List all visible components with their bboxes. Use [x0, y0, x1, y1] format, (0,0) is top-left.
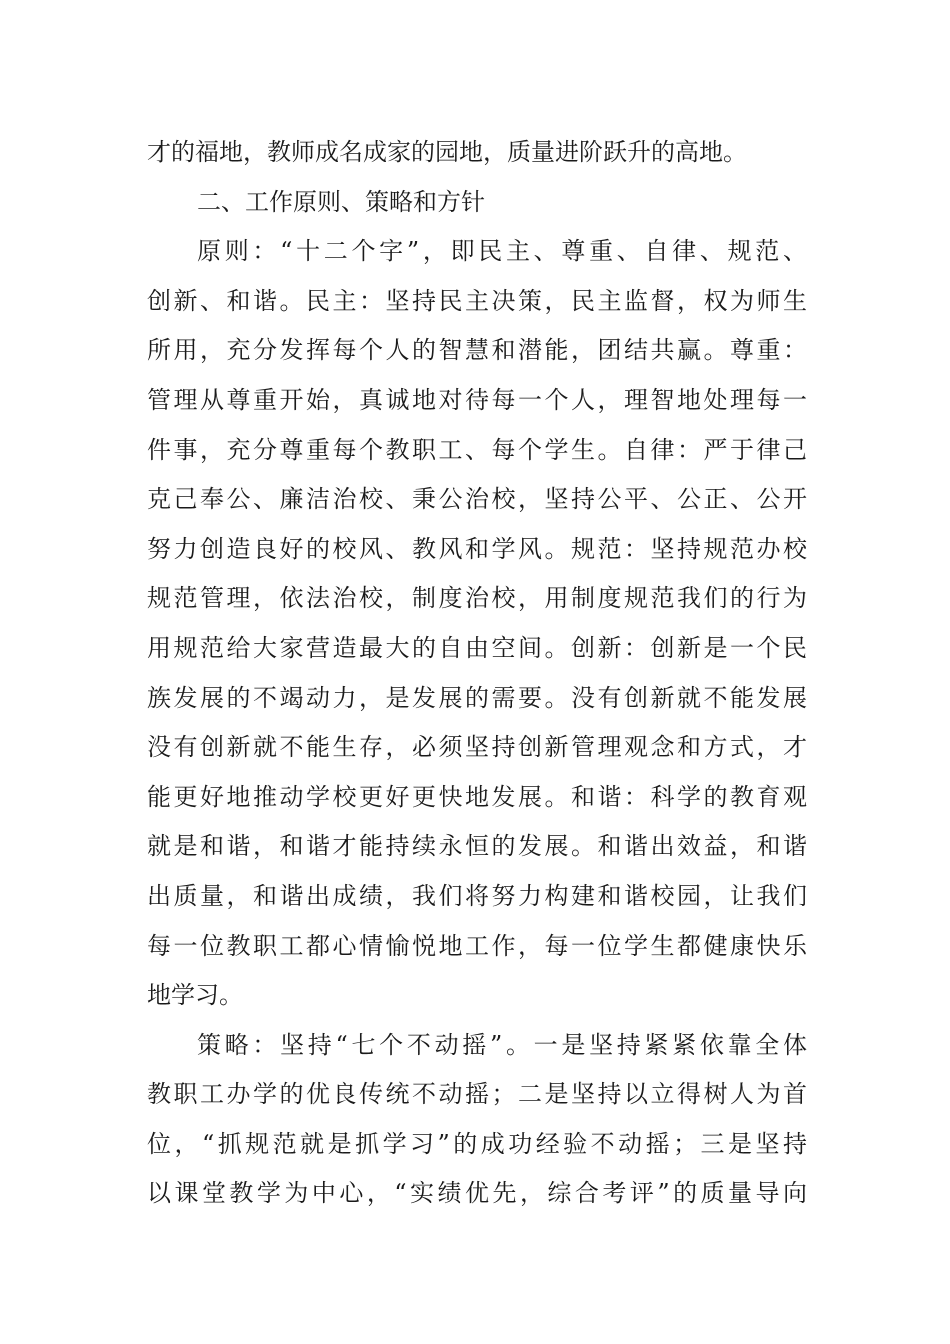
document-body — [147, 128, 807, 1219]
paragraph-line: 策略：坚持“七个不动摇”。一是坚持紧紧依靠全体 — [197, 1030, 807, 1059]
paragraph-line: 每一位教职工都心情愉悦地工作，每一位学生都健康快乐 — [147, 931, 807, 960]
paragraph-line: 能更好地推动学校更好更快地发展。和谐：科学的教育观 — [147, 782, 807, 811]
paragraph-line: 努力创造良好的校风、教风和学风。规范：坚持规范办校 — [147, 534, 807, 563]
paragraph-line: 管理从尊重开始，真诚地对待每一个人，理智地处理每一 — [147, 385, 807, 414]
paragraph-line: 克己奉公、廉洁治校、秉公治校，坚持公平、公正、公开 — [147, 485, 807, 514]
paragraph-line: 所用，充分发挥每个人的智慧和潜能，团结共赢。尊重： — [147, 336, 807, 365]
paragraph-line: 出质量，和谐出成绩，我们将努力构建和谐校园，让我们 — [147, 881, 807, 910]
paragraph-line: 地学习。 — [147, 981, 243, 1010]
paragraph-line: 创新、和谐。民主：坚持民主决策，民主监督，权为师生 — [147, 286, 807, 315]
paragraph-line: 没有创新就不能生存，必须坚持创新管理观念和方式，才 — [147, 733, 807, 762]
paragraph-line: 以课堂教学为中心，“实绩优先，综合考评”的质量导向 — [147, 1179, 807, 1208]
paragraph-line: 原则：“十二个字”，即民主、尊重、自律、规范、 — [197, 237, 807, 266]
paragraph-line: 才的福地，教师成名成家的园地，质量进阶跃升的高地。 — [147, 138, 747, 166]
paragraph-line: 就是和谐，和谐才能持续永恒的发展。和谐出效益，和谐 — [147, 832, 807, 861]
paragraph-line: 规范管理，依法治校，制度治校，用制度规范我们的行为 — [147, 584, 807, 613]
section-heading: 二、工作原则、策略和方针 — [197, 187, 485, 216]
paragraph-line: 教职工办学的优良传统不动摇；二是坚持以立得树人为首 — [147, 1080, 807, 1109]
paragraph-line: 族发展的不竭动力，是发展的需要。没有创新就不能发展 — [147, 683, 807, 712]
paragraph-line: 用规范给大家营造最大的自由空间。创新：创新是一个民 — [147, 633, 807, 662]
paragraph-line: 位，“抓规范就是抓学习”的成功经验不动摇；三是坚持 — [147, 1129, 807, 1158]
paragraph-line: 件事，充分尊重每个教职工、每个学生。自律：严于律己 — [147, 435, 807, 464]
